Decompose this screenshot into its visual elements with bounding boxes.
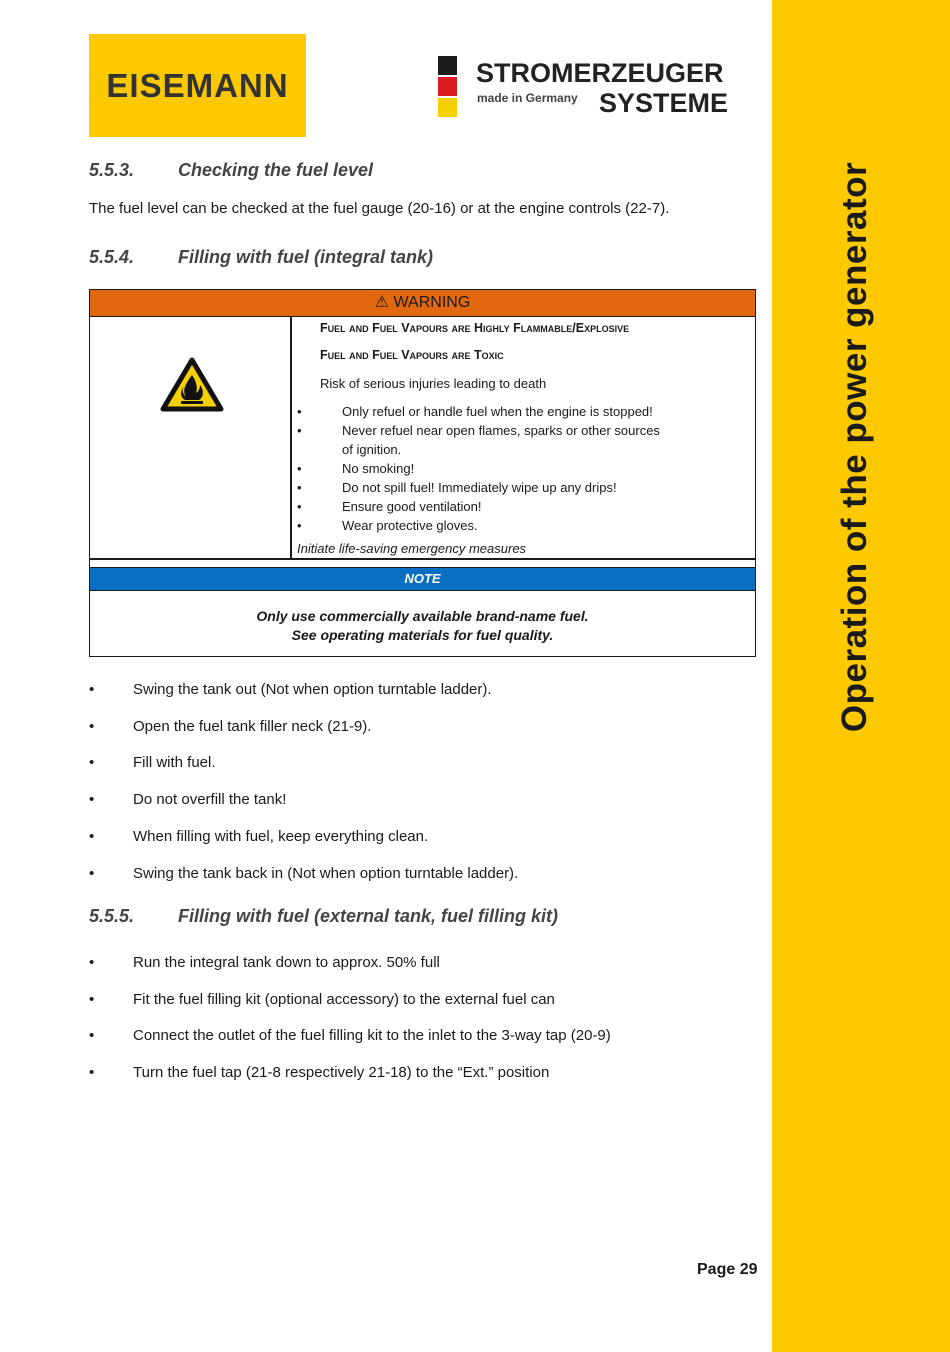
list-item: • No smoking! [297, 461, 415, 476]
list-item-text: Do not spill fuel! Immediately wipe up any drips! [342, 480, 617, 495]
heading-title: Filling with fuel (external tank, fuel filling kit) [178, 906, 559, 926]
paragraph: The fuel level can be checked at the fuel gauge (20-16) or at the engine controls (22-7). [89, 200, 670, 217]
logo-text: EISEMANN [106, 66, 289, 104]
list-item-text: Swing the tank out (Not when option turntable ladder). [133, 681, 492, 698]
list-item-text: Turn the fuel tap (21-8 respectively 21-18) to the “Ext.” position [133, 1064, 550, 1081]
list-item-text: Fill with fuel. [133, 754, 216, 771]
heading-5-5-3 [89, 160, 373, 181]
divider [90, 558, 755, 560]
list-item-text: Ensure good ventilation! [342, 499, 482, 514]
list-item: • Open the fuel tank filler neck (21-9). [89, 718, 372, 735]
list-item-text: Never refuel near open flames, sparks or other sources [342, 423, 660, 438]
list-item: • Fill with fuel. [89, 754, 216, 771]
list-item: • Only refuel or handle fuel when the engine is stopped! [297, 404, 653, 419]
note-header: NOTE [90, 567, 755, 591]
warning-body [90, 317, 755, 559]
list-item: • Turn the fuel tap (21-8 respectively 21-18) to the “Ext.” position [89, 1064, 550, 1081]
heading-number: 5.5.4. [89, 247, 135, 267]
list-item-text: Open the fuel tank filler neck (21-9). [133, 718, 372, 735]
list-item-text: Do not overfill the tank! [133, 791, 287, 808]
warning-line: Fuel and Fuel Vapours are Toxic [320, 348, 504, 362]
list-item-text: Swing the tank back in (Not when option turntable ladder). [133, 865, 519, 882]
warning-header: ⚠ WARNING [90, 290, 755, 317]
german-flag-icon [438, 56, 457, 119]
list-item: • Run the integral tank down to approx. 50% full [89, 954, 440, 971]
list-item: • Do not overfill the tank! [89, 791, 287, 808]
list-item-text: Only refuel or handle fuel when the engine is stopped! [342, 404, 653, 419]
list-item: • When filling with fuel, keep everything clean. [89, 828, 429, 845]
list-item-text: Wear protective gloves. [342, 518, 478, 533]
list-item-text: Fit the fuel filling kit (optional accessory) to the external fuel can [133, 991, 555, 1008]
side-title: Operation of the power generator [835, 161, 874, 733]
heading-5-5-5 [89, 906, 558, 927]
flammable-hazard-icon [160, 357, 224, 413]
list-item-text: When filling with fuel, keep everything clean. [133, 828, 429, 845]
heading-number: 5.5.5. [89, 906, 135, 926]
list-item: • Do not spill fuel! Immediately wipe up any drips! [297, 480, 617, 495]
list-item: • Swing the tank back in (Not when option turntable ladder). [89, 865, 519, 882]
list-item-text: of ignition. [342, 442, 402, 457]
brand-line2: SYSTEME [599, 88, 729, 118]
warning-line: Risk of serious injuries leading to death [320, 376, 547, 391]
list-item: • Connect the outlet of the fuel filling kit to the inlet to the 3-way tap (20-9) [89, 1027, 611, 1044]
warning-footer: Initiate life-saving emergency measures [297, 541, 527, 556]
heading-number: 5.5.3. [89, 160, 135, 180]
list-item: • Fit the fuel filling kit (optional accessory) to the external fuel can [89, 991, 555, 1008]
list-item-text: Run the integral tank down to approx. 50% full [133, 954, 440, 971]
brand-made-in: made in Germany [477, 91, 578, 105]
page-number: Page 29 [697, 1261, 758, 1278]
heading-title: Checking the fuel level [178, 160, 374, 180]
warning-line: Fuel and Fuel Vapours are Highly Flammable/Explosive [320, 321, 630, 335]
list-item-text: Connect the outlet of the fuel filling kit to the inlet to the 3-way tap (20-9) [133, 1027, 611, 1044]
heading-5-5-4 [89, 247, 433, 268]
note-line: Only use commercially available brand-name fuel. [256, 608, 589, 624]
list-item-text: No smoking! [342, 461, 415, 476]
note-line: See operating materials for fuel quality. [291, 627, 554, 643]
list-item: • Swing the tank out (Not when option turntable ladder). [89, 681, 492, 698]
divider [290, 317, 292, 559]
list-item: • Ensure good ventilation! [297, 499, 482, 514]
heading-title: Filling with fuel (integral tank) [178, 247, 433, 267]
list-item: • Wear protective gloves. [297, 518, 478, 533]
eisemann-logo [89, 34, 306, 137]
list-item [297, 442, 401, 457]
brand-line1: STROMERZEUGER [476, 58, 724, 88]
warning-box [89, 289, 756, 657]
list-item: • Never refuel near open flames, sparks or other sources [297, 423, 660, 438]
